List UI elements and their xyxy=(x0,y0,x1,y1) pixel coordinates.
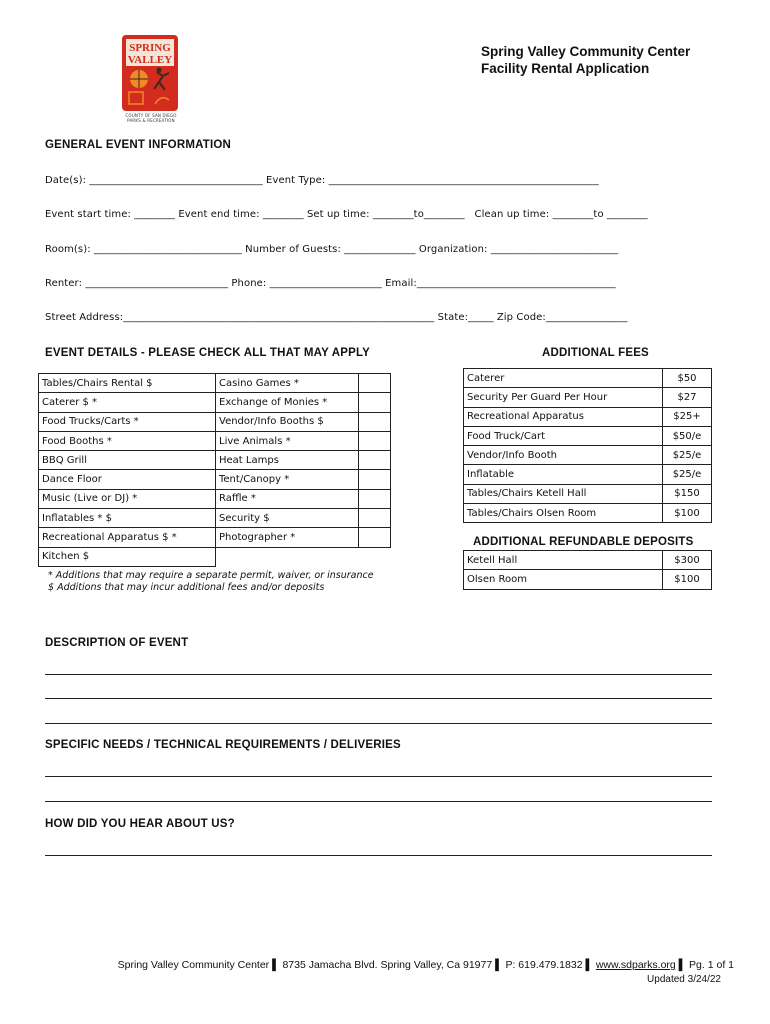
event-detail-row xyxy=(39,431,391,450)
fee-row-name: Vendor/Info Booth xyxy=(464,446,663,465)
description-line-1[interactable] xyxy=(45,674,712,675)
refundable-deposits-table xyxy=(463,550,712,590)
event-item-checkbox[interactable] xyxy=(359,374,391,393)
needs-line-1[interactable] xyxy=(45,776,712,777)
fee-row xyxy=(464,504,712,523)
event-item-checkbox[interactable] xyxy=(359,412,391,431)
event-item-left: BBQ Grill xyxy=(39,451,216,470)
fee-row xyxy=(464,484,712,503)
event-item-checkbox[interactable] xyxy=(359,509,391,528)
description-line-2[interactable] xyxy=(45,698,712,699)
event-details-heading: EVENT DETAILS - PLEASE CHECK ALL THAT MAY APPLY xyxy=(45,347,371,359)
event-details-table xyxy=(38,373,391,567)
event-item-right: Raffle * xyxy=(216,489,359,508)
fee-row-amount: $25/e xyxy=(663,465,712,484)
event-item-checkbox[interactable] xyxy=(359,431,391,450)
deposit-row-name: Olsen Room xyxy=(464,570,663,589)
refundable-deposits-heading: ADDITIONAL REFUNDABLE DEPOSITS xyxy=(473,536,694,548)
additional-fees-heading: ADDITIONAL FEES xyxy=(542,347,649,359)
event-item-right: Tent/Canopy * xyxy=(216,470,359,489)
event-item-right: Vendor/Info Booths $ xyxy=(216,412,359,431)
address-line[interactable]: Street Address:_____________________________________________________________ State:_____ Zip Code:________________ xyxy=(45,312,628,323)
how-did-you-hear-heading: HOW DID YOU HEAR ABOUT US? xyxy=(45,818,235,830)
general-info-heading: GENERAL EVENT INFORMATION xyxy=(45,139,232,151)
event-item-right: Exchange of Monies * xyxy=(216,393,359,412)
hear-line-1[interactable] xyxy=(45,855,712,856)
event-detail-row xyxy=(39,528,391,547)
event-detail-row xyxy=(39,451,391,470)
event-item-left: Inflatables * $ xyxy=(39,509,216,528)
fee-row-name: Food Truck/Cart xyxy=(464,426,663,445)
event-item-left: Music (Live or DJ) * xyxy=(39,489,216,508)
event-detail-row xyxy=(39,374,391,393)
description-heading: DESCRIPTION OF EVENT xyxy=(45,637,189,649)
event-item-left: Dance Floor xyxy=(39,470,216,489)
fee-row-amount: $27 xyxy=(663,388,712,407)
needs-line-2[interactable] xyxy=(45,801,712,802)
event-item-left: Recreational Apparatus $ * xyxy=(39,528,216,547)
event-item-checkbox[interactable] xyxy=(359,451,391,470)
event-item-right: Security $ xyxy=(216,509,359,528)
dates-event-type-line[interactable]: Date(s): __________________________________ Event Type: _____________________________________________________ xyxy=(45,175,599,186)
fee-row-amount: $25+ xyxy=(663,407,712,426)
spring-valley-logo xyxy=(121,34,179,112)
times-line[interactable]: Event start time: ________ Event end time: ________ Set up time: ________to________ Clean up time: ________to ________ xyxy=(45,209,648,220)
event-item-left: Caterer $ * xyxy=(39,393,216,412)
event-item-checkbox[interactable] xyxy=(359,489,391,508)
fee-row-amount: $100 xyxy=(663,504,712,523)
fee-row-name: Caterer xyxy=(464,369,663,388)
deposit-row-amount: $100 xyxy=(663,570,712,589)
fee-row-name: Inflatable xyxy=(464,465,663,484)
page-number: ▌ Pg. 1 of 1 xyxy=(675,959,734,971)
specific-needs-heading: SPECIFIC NEEDS / TECHNICAL REQUIREMENTS / DELIVERIES xyxy=(45,739,401,751)
event-item-left: Food Trucks/Carts * xyxy=(39,412,216,431)
event-item-checkbox[interactable] xyxy=(359,470,391,489)
fee-row-amount: $25/e xyxy=(663,446,712,465)
fee-row xyxy=(464,426,712,445)
additional-fees-table xyxy=(463,368,712,523)
event-item-left: Kitchen $ xyxy=(39,547,216,566)
permit-note: * Additions that may require a separate permit, waiver, or insurance xyxy=(48,570,374,581)
description-line-3[interactable] xyxy=(45,723,712,724)
fee-row xyxy=(464,369,712,388)
event-item-checkbox[interactable] xyxy=(359,393,391,412)
fee-row xyxy=(464,446,712,465)
event-item-left: Food Booths * xyxy=(39,431,216,450)
website-link[interactable]: www.sdparks.org xyxy=(595,959,676,971)
fee-row-name: Recreational Apparatus xyxy=(464,407,663,426)
event-item-right: Photographer * xyxy=(216,528,359,547)
deposit-row xyxy=(464,570,712,589)
event-detail-row xyxy=(39,470,391,489)
renter-contact-line[interactable]: Renter: ____________________________ Phone: ______________________ Email:_______________________________________ xyxy=(45,278,616,289)
updated-date: Updated 3/24/22 xyxy=(647,974,721,985)
title-line-2: Facility Rental Application xyxy=(481,61,650,76)
event-item-left: Tables/Chairs Rental $ xyxy=(39,374,216,393)
deposit-row-name: Ketell Hall xyxy=(464,551,663,570)
title-line-1: Spring Valley Community Center xyxy=(481,44,691,59)
fee-row xyxy=(464,407,712,426)
footer-address: Spring Valley Community Center ▌ 8735 Jamacha Blvd. Spring Valley, Ca 91977 ▌ P: 619.479.1832 ▌ xyxy=(117,959,596,971)
event-item-right: Casino Games * xyxy=(216,374,359,393)
event-notes xyxy=(48,570,374,594)
fees-note: $ Additions that may incur additional fees and/or deposits xyxy=(48,582,325,593)
deposit-row xyxy=(464,551,712,570)
logo-word-spring: SPRING xyxy=(129,42,171,54)
event-item-checkbox[interactable] xyxy=(359,528,391,547)
footer-contact xyxy=(36,959,734,971)
event-detail-row xyxy=(39,547,391,566)
fee-row-amount: $150 xyxy=(663,484,712,503)
document-title xyxy=(481,43,690,77)
deposit-row-amount: $300 xyxy=(663,551,712,570)
event-item-right: Heat Lamps xyxy=(216,451,359,470)
fee-row-amount: $50/e xyxy=(663,426,712,445)
logo-subtitle: COUNTY OF SAN DIEGO PARKS & RECREATION xyxy=(125,113,177,123)
event-detail-row xyxy=(39,393,391,412)
fee-row-name: Tables/Chairs Olsen Room xyxy=(464,504,663,523)
fee-row-amount: $50 xyxy=(663,369,712,388)
event-detail-row xyxy=(39,412,391,431)
event-item-right: Live Animals * xyxy=(216,431,359,450)
logo-word-valley: VALLEY xyxy=(127,54,173,66)
fee-row xyxy=(464,388,712,407)
event-detail-row xyxy=(39,509,391,528)
fee-row xyxy=(464,465,712,484)
fee-row-name: Tables/Chairs Ketell Hall xyxy=(464,484,663,503)
event-detail-row xyxy=(39,489,391,508)
rooms-guests-org-line[interactable]: Room(s): _____________________________ Number of Guests: ______________ Organization: _________________________ xyxy=(45,244,619,255)
fee-row-name: Security Per Guard Per Hour xyxy=(464,388,663,407)
